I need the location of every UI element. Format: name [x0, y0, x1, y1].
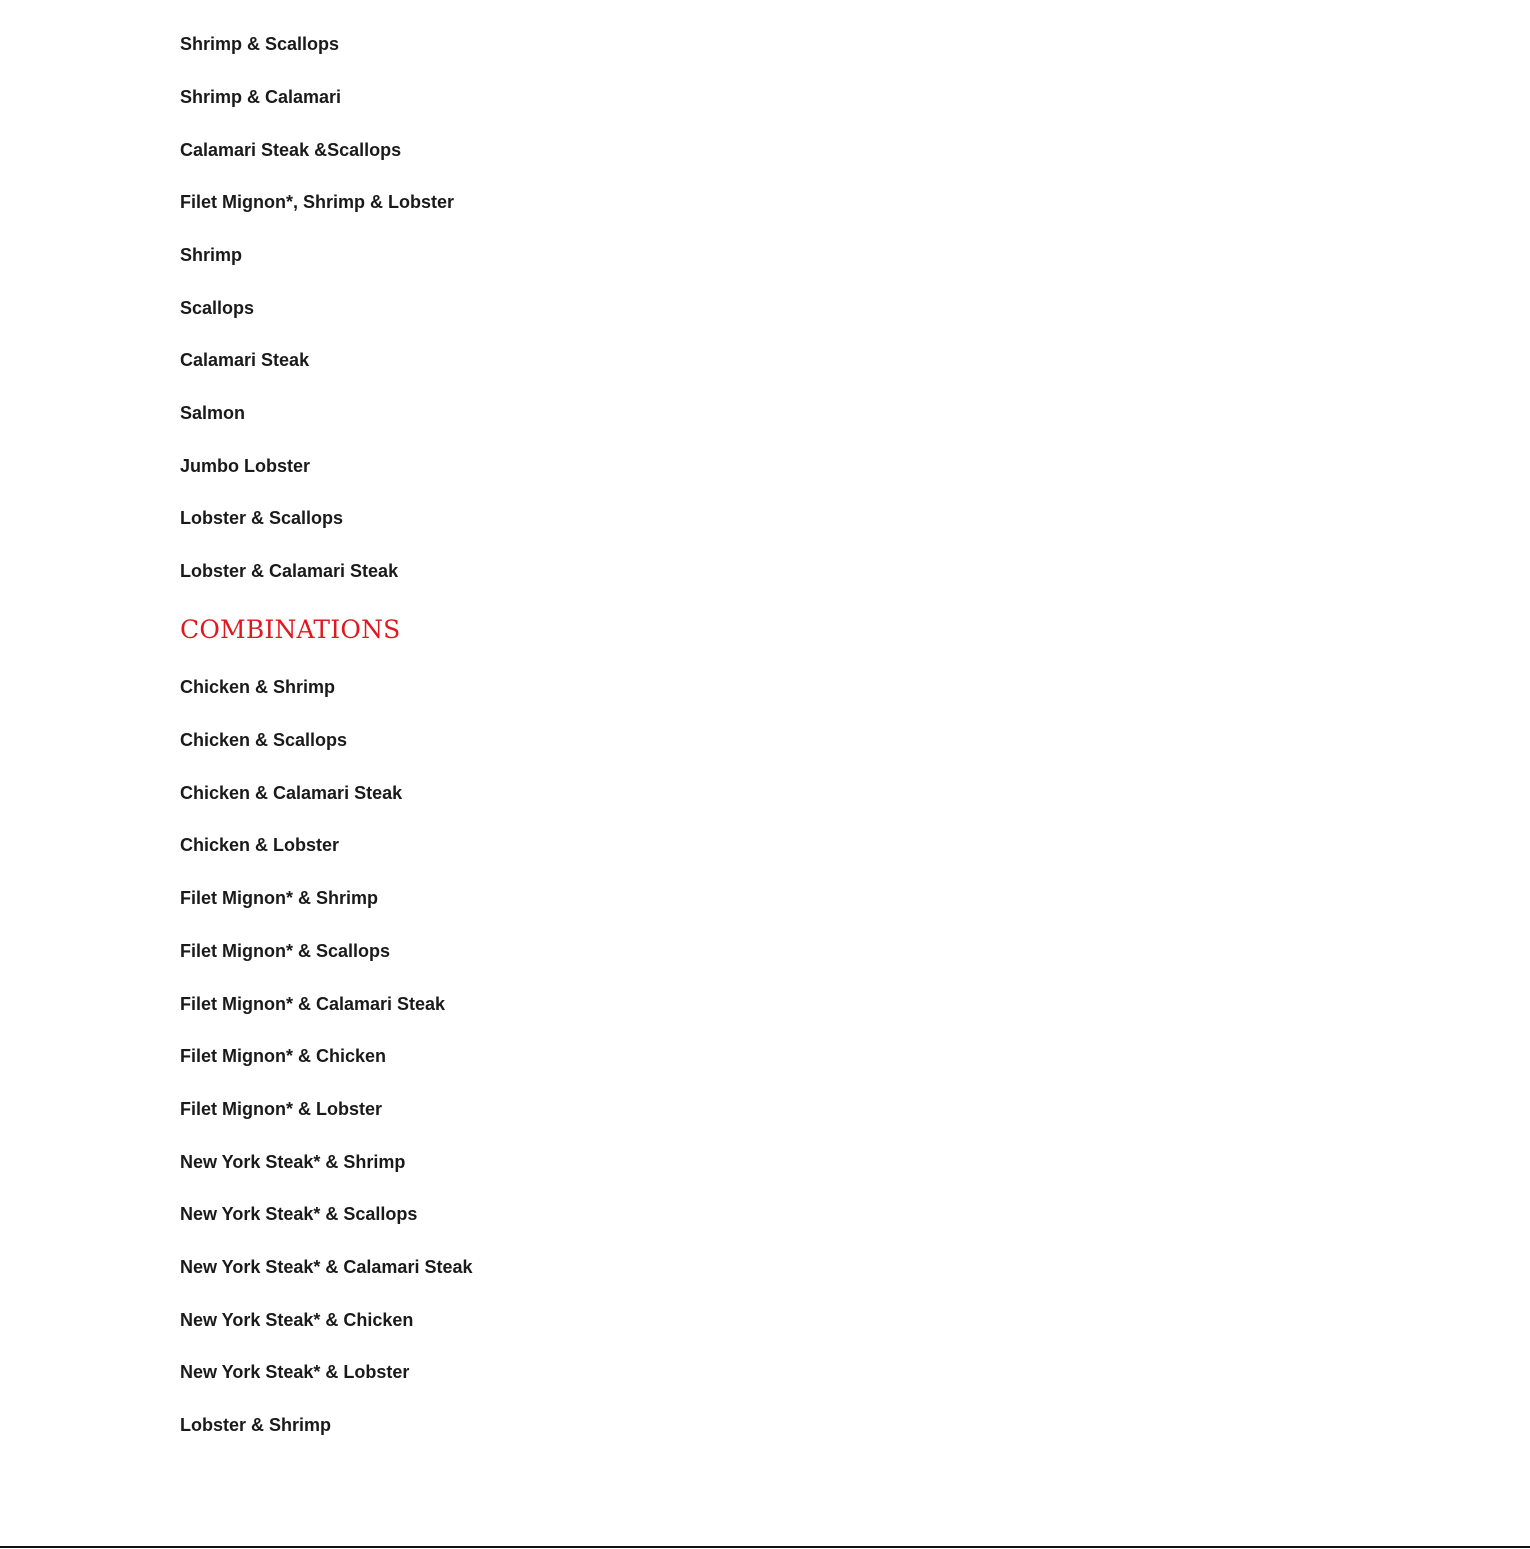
- menu-item-ny-steak-calamari-steak[interactable]: New York Steak* & Calamari Steak: [180, 1257, 473, 1277]
- menu-item-lobster-scallops[interactable]: Lobster & Scallops: [180, 508, 344, 528]
- menu-item-filet-shrimp-lobster[interactable]: Filet Mignon*, Shrimp & Lobster: [180, 192, 454, 212]
- menu-item-scallops[interactable]: Scallops: [180, 298, 255, 318]
- menu-item-lobster-shrimp[interactable]: Lobster & Shrimp: [180, 1415, 332, 1435]
- menu-item-filet-lobster[interactable]: Filet Mignon* & Lobster: [180, 1099, 382, 1119]
- menu-item-shrimp[interactable]: Shrimp: [180, 245, 243, 265]
- menu-item-ny-steak-lobster[interactable]: New York Steak* & Lobster: [180, 1362, 410, 1382]
- menu-item-jumbo-lobster[interactable]: Jumbo Lobster: [180, 456, 311, 476]
- menu-item-chicken-scallops[interactable]: Chicken & Scallops: [180, 730, 348, 750]
- menu-item-chicken-lobster[interactable]: Chicken & Lobster: [180, 835, 340, 855]
- menu-item-shrimp-scallops[interactable]: Shrimp & Scallops: [180, 34, 340, 54]
- menu-item-filet-shrimp[interactable]: Filet Mignon* & Shrimp: [180, 888, 378, 908]
- footer-divider: [0, 1546, 1530, 1548]
- menu-item-shrimp-calamari[interactable]: Shrimp & Calamari: [180, 87, 342, 107]
- menu-item-chicken-shrimp[interactable]: Chicken & Shrimp: [180, 677, 336, 697]
- menu-item-filet-scallops[interactable]: Filet Mignon* & Scallops: [180, 941, 391, 961]
- menu-item-filet-calamari-steak[interactable]: Filet Mignon* & Calamari Steak: [180, 994, 446, 1014]
- menu-item-ny-steak-chicken[interactable]: New York Steak* & Chicken: [180, 1310, 414, 1330]
- menu-item-ny-steak-scallops[interactable]: New York Steak* & Scallops: [180, 1204, 418, 1224]
- menu-item-calamari-steak-scallops[interactable]: Calamari Steak &Scallops: [180, 140, 402, 160]
- menu-item-salmon[interactable]: Salmon: [180, 403, 246, 423]
- menu-item-lobster-calamari-steak[interactable]: Lobster & Calamari Steak: [180, 561, 399, 581]
- menu-item-filet-chicken[interactable]: Filet Mignon* & Chicken: [180, 1046, 387, 1066]
- menu-item-ny-steak-shrimp[interactable]: New York Steak* & Shrimp: [180, 1152, 406, 1172]
- section-title-combinations: COMBINATIONS: [180, 615, 401, 644]
- menu-item-calamari-steak[interactable]: Calamari Steak: [180, 350, 310, 370]
- menu-item-chicken-calamari-steak[interactable]: Chicken & Calamari Steak: [180, 783, 403, 803]
